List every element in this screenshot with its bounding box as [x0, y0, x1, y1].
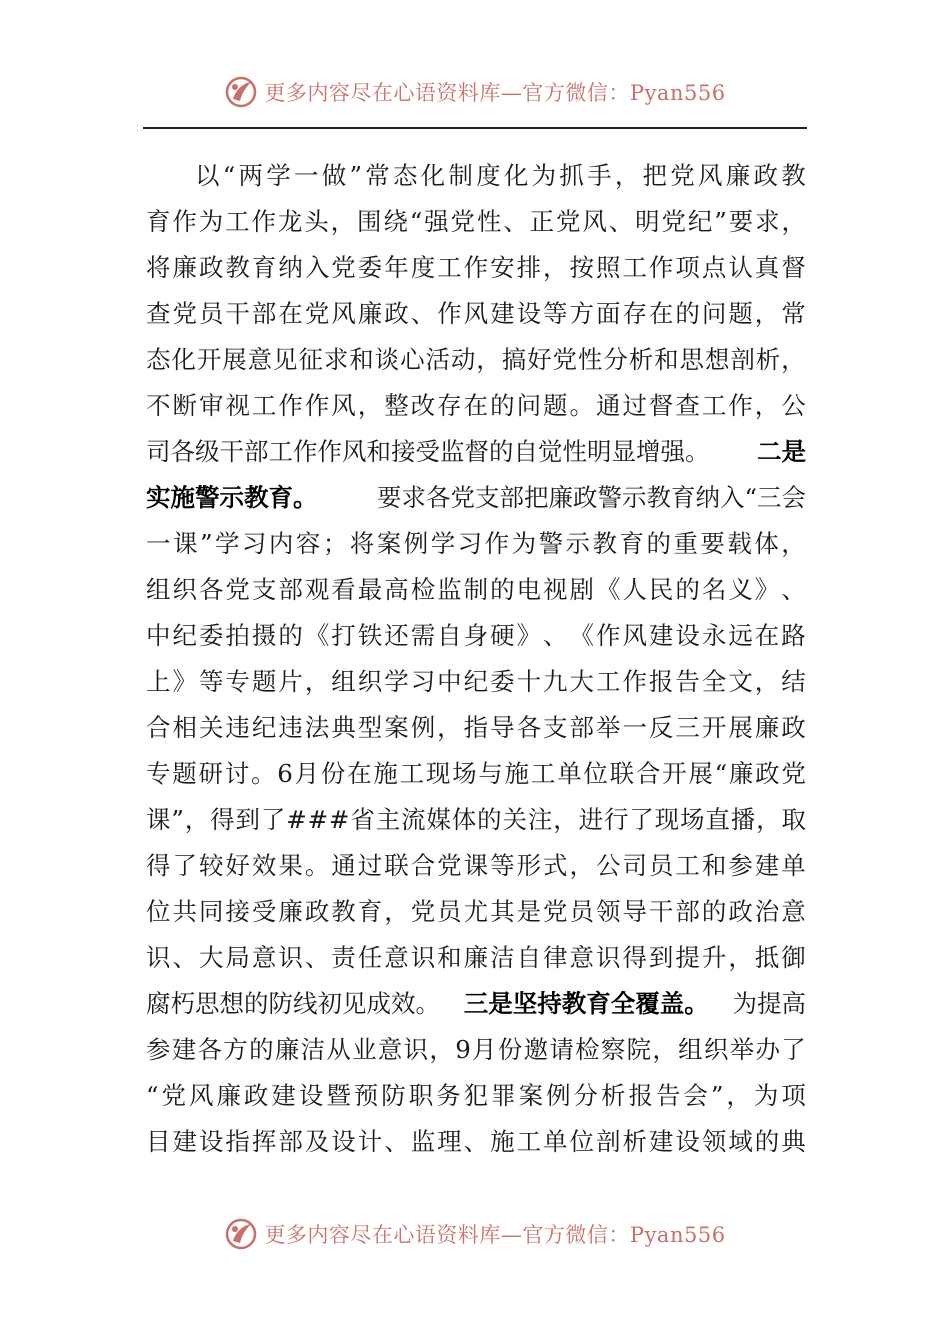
- text-line: 位 共 同 接 受 廉 政 教 育 ， 党 员 尤 其 是 党 员 领 导 干 部 的 政 治 意: [146, 897, 806, 926]
- text-line: 上 》 等 专 题 片 ， 组 织 学 习 中 纪 委 十 九 大 工 作 报 告 全 文 ， 结: [146, 667, 806, 696]
- text-line: 腐朽思想的防线初见成效。 三是坚持教育全覆盖。 为提高: [146, 981, 806, 1027]
- footer-banner-text: 更多内容尽在心语资料库—官方微信：Pyan556: [264, 1223, 726, 1247]
- document-body: [146, 153, 806, 1165]
- text-line: 实施警示教育。 要求各党支部把廉政警示教育纳入“三会: [146, 475, 806, 521]
- text-line: 得 了 较 好 效 果 。 通 过 联 合 党 课 等 形 式 ， 公 司 员 工 和 参 建 单: [146, 851, 806, 880]
- doc-logo-icon: [224, 75, 258, 109]
- text-line: 专 题 研 讨 。 6 月 份 在 施 工 现 场 与 施 工 单 位 联 合 开 展 “ 廉 政 党: [146, 759, 806, 788]
- text-line: 合 相 关 违 纪 违 法 典 型 案 例 ， 指 导 各 支 部 举 一 反 三 开 展 廉 政: [146, 713, 806, 742]
- text-line: 司各级干部工作作风和接受监督的自觉性明显增强。 二是: [146, 429, 806, 475]
- header-rule: [143, 127, 807, 129]
- text-line: 组 织 各 党 支 部 观 看 最 高 检 监 制 的 电 视 剧 《 人 民 的 名 义 》 、: [146, 575, 806, 604]
- text-line: 参 建 各 方 的 廉 洁 从 业 意 识 ， 9 月 份 邀 请 检 察 院 ， 组 织 举 办 了: [146, 1035, 806, 1064]
- text-line: 不 断 审 视 工 作 作 风 ， 整 改 存 在 的 问 题 。 通 过 督 查 工 作 ， 公: [146, 391, 806, 420]
- text-line: 课 ” ， 得 到 了 # # # 省 主 流 媒 体 的 关 注 ， 进 行 了 现 场 直 播 ， 取: [146, 805, 806, 834]
- bold-heading: 实施警示教育。: [146, 483, 318, 512]
- text-line: 识 、 大 局 意 识 、 责 任 意 识 和 廉 洁 自 律 意 识 得 到 提 升 ， 抵 御: [146, 943, 806, 972]
- text-line: 育 作 为 工 作 龙 头 ， 围 绕 “ 强 党 性 、 正 党 风 、 明 党 纪 ” 要 求 ，: [146, 207, 806, 236]
- text-line: 目 建 设 指 挥 部 及 设 计 、 监 理 、 施 工 单 位 剖 析 建 设 领 域 的 典: [146, 1127, 806, 1156]
- text-line: 将 廉 政 教 育 纳 入 党 委 年 度 工 作 安 排 ， 按 照 工 作 项 点 认 真 督: [146, 253, 806, 282]
- doc-logo-icon: [224, 1217, 258, 1251]
- header-banner: [0, 70, 950, 114]
- bold-heading: 三是坚持教育全覆盖。: [463, 989, 709, 1018]
- text-line: 中 纪 委 拍 摄 的 《 打 铁 还 需 自 身 硬 》 、 《 作 风 建 设 永 远 在 路: [146, 621, 806, 650]
- text-line: 以 “ 两 学 一 做 ” 常 态 化 制 度 化 为 抓 手 ， 把 党 风 廉 政 教: [195, 161, 806, 190]
- bold-heading: 二是: [757, 437, 806, 466]
- footer-banner: [0, 1212, 950, 1256]
- text-line: 查 党 员 干 部 在 党 风 廉 政 、 作 风 建 设 等 方 面 存 在 的 问 题 ， 常: [146, 299, 806, 328]
- text-line: “ 党 风 廉 政 建 设 暨 预 防 职 务 犯 罪 案 例 分 析 报 告 会 ” ， 为 项: [146, 1081, 806, 1110]
- header-banner-text: 更多内容尽在心语资料库—官方微信：Pyan556: [264, 81, 726, 105]
- text-line: 态 化 开 展 意 见 征 求 和 谈 心 活 动 ， 搞 好 党 性 分 析 和 思 想 剖 析 ，: [146, 345, 806, 374]
- text-line: 一 课 ” 学 习 内 容 ； 将 案 例 学 习 作 为 警 示 教 育 的 重 要 载 体 ，: [146, 529, 806, 558]
